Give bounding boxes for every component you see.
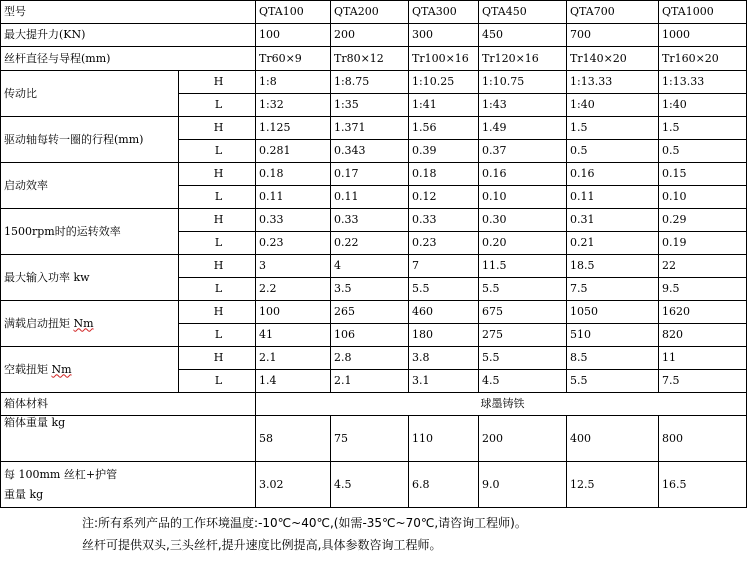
value-cell: 0.23 (256, 232, 331, 255)
value-cell: 2.1 (256, 347, 331, 370)
value-cell: 0.18 (256, 163, 331, 186)
row-label-line1: 每 100mm 丝杠+护管 (4, 467, 118, 481)
value-cell: 0.16 (567, 163, 659, 186)
value-cell: 0.343 (331, 140, 409, 163)
row-label-text: 空载扭矩 (4, 362, 52, 376)
value-cell: 11.5 (479, 255, 567, 278)
header-row (1, 1, 747, 24)
value-cell: 1:13.33 (567, 71, 659, 94)
mode-mark-l: L (179, 324, 256, 347)
value-cell: 400 (567, 416, 659, 462)
value-cell: 22 (659, 255, 747, 278)
value-cell: 0.15 (659, 163, 747, 186)
value-cell: 0.33 (409, 209, 479, 232)
value-cell: 1:8.75 (331, 71, 409, 94)
value-cell: 3.1 (409, 370, 479, 393)
row-label-text: 满载启动扭矩 (4, 316, 74, 330)
value-cell: 265 (331, 301, 409, 324)
value-cell: 0.37 (479, 140, 567, 163)
row-label: 启动效率 (1, 163, 179, 209)
value-cell: 820 (659, 324, 747, 347)
value-cell: Tr80×12 (331, 47, 409, 71)
value-cell: 7.5 (659, 370, 747, 393)
value-cell: 4.5 (331, 462, 409, 508)
material-value: 球墨铸铁 (256, 393, 747, 416)
value-cell: 3.5 (331, 278, 409, 301)
value-cell: 2.1 (331, 370, 409, 393)
value-cell: 1:13.33 (659, 71, 747, 94)
value-cell: 1:32 (256, 94, 331, 117)
note-temperature: 注:所有系列产品的工作环境温度:-10℃~40℃,(如需-35℃~70℃,请咨询工程师)。 (82, 516, 527, 530)
value-cell: 4 (331, 255, 409, 278)
value-cell: 1050 (567, 301, 659, 324)
row-screw (1, 47, 747, 71)
value-cell: 2.2 (256, 278, 331, 301)
value-cell: Tr160×20 (659, 47, 747, 71)
row-label: 箱体材料 (1, 393, 256, 416)
value-cell: 1:40 (567, 94, 659, 117)
value-cell: 200 (331, 24, 409, 47)
mode-mark-l: L (179, 370, 256, 393)
row-start_eff-h (1, 163, 747, 186)
value-cell: 3.8 (409, 347, 479, 370)
value-cell: 1.5 (567, 117, 659, 140)
mode-mark-h: H (179, 347, 256, 370)
value-cell: 0.33 (256, 209, 331, 232)
value-cell: 675 (479, 301, 567, 324)
value-cell: 460 (409, 301, 479, 324)
notes (82, 512, 527, 556)
value-cell: 100 (256, 301, 331, 324)
model-cell: QTA200 (331, 1, 409, 24)
mode-mark-h: H (179, 301, 256, 324)
mode-mark-h: H (179, 163, 256, 186)
value-cell: 5.5 (409, 278, 479, 301)
value-cell: 100 (256, 24, 331, 47)
value-cell: 0.11 (331, 186, 409, 209)
value-cell: 6.8 (409, 462, 479, 508)
value-cell: 0.19 (659, 232, 747, 255)
value-cell: Tr120×16 (479, 47, 567, 71)
row-max_power-h (1, 255, 747, 278)
value-cell: 180 (409, 324, 479, 347)
row-run_eff-h (1, 209, 747, 232)
value-cell: 1.49 (479, 117, 567, 140)
value-cell: 1.56 (409, 117, 479, 140)
row-label-unit: Nm (73, 316, 94, 330)
row-full_torque-h (1, 301, 747, 324)
value-cell: Tr60×9 (256, 47, 331, 71)
value-cell: 0.17 (331, 163, 409, 186)
value-cell: 1:41 (409, 94, 479, 117)
mode-mark-l: L (179, 140, 256, 163)
value-cell: 7 (409, 255, 479, 278)
value-cell: 106 (331, 324, 409, 347)
mode-mark-h: H (179, 209, 256, 232)
value-cell: 1:40 (659, 94, 747, 117)
value-cell: 0.31 (567, 209, 659, 232)
value-cell: 0.5 (567, 140, 659, 163)
row-material (1, 393, 747, 416)
value-cell: 1:43 (479, 94, 567, 117)
value-cell: Tr140×20 (567, 47, 659, 71)
value-cell: 5.5 (479, 278, 567, 301)
value-cell: 2.8 (331, 347, 409, 370)
value-cell: 1:10.75 (479, 71, 567, 94)
model-cell: QTA100 (256, 1, 331, 24)
row-label: 最大输入功率 kw (1, 255, 179, 301)
note-screw-options: 丝杆可提供双头,三头丝杆,提升速度比例提高,具体参数咨询工程师。 (82, 538, 442, 552)
value-cell: 11 (659, 347, 747, 370)
value-cell: 700 (567, 24, 659, 47)
row-travel-h (1, 117, 747, 140)
row-ratio-h (1, 71, 747, 94)
model-cell: QTA700 (567, 1, 659, 24)
value-cell: 1000 (659, 24, 747, 47)
value-cell: 0.30 (479, 209, 567, 232)
model-cell: QTA450 (479, 1, 567, 24)
value-cell: 12.5 (567, 462, 659, 508)
row-label: 驱动轴每转一圈的行程(mm) (1, 117, 179, 163)
value-cell: 300 (409, 24, 479, 47)
value-cell: 4.5 (479, 370, 567, 393)
value-cell: 0.39 (409, 140, 479, 163)
row-label: 箱体重量 kg (1, 416, 256, 462)
value-cell: 0.29 (659, 209, 747, 232)
value-cell: 0.21 (567, 232, 659, 255)
value-cell: 0.5 (659, 140, 747, 163)
value-cell: 275 (479, 324, 567, 347)
mode-mark-h: H (179, 71, 256, 94)
value-cell: 0.16 (479, 163, 567, 186)
mode-mark-l: L (179, 94, 256, 117)
value-cell: 0.22 (331, 232, 409, 255)
value-cell: 450 (479, 24, 567, 47)
row-label (1, 347, 179, 393)
value-cell: 110 (409, 416, 479, 462)
value-cell: 510 (567, 324, 659, 347)
row-label-unit: Nm (51, 362, 72, 376)
value-cell: 0.20 (479, 232, 567, 255)
value-cell: 5.5 (479, 347, 567, 370)
value-cell: 8.5 (567, 347, 659, 370)
value-cell: 0.18 (409, 163, 479, 186)
mode-mark-l: L (179, 186, 256, 209)
value-cell: 1:10.25 (409, 71, 479, 94)
value-cell: 0.11 (256, 186, 331, 209)
value-cell: 0.10 (659, 186, 747, 209)
value-cell: 1.4 (256, 370, 331, 393)
mode-mark-l: L (179, 278, 256, 301)
row-label: 最大提升力(KN) (1, 24, 256, 47)
row-label (1, 462, 256, 508)
header-label: 型号 (1, 1, 256, 24)
row-screw-weight (1, 462, 747, 508)
value-cell: 7.5 (567, 278, 659, 301)
mode-mark-l: L (179, 232, 256, 255)
row-idle_torque-h (1, 347, 747, 370)
value-cell: 0.10 (479, 186, 567, 209)
value-cell: 1620 (659, 301, 747, 324)
value-cell: 1.371 (331, 117, 409, 140)
value-cell: 1:8 (256, 71, 331, 94)
row-label-line2: 重量 kg (4, 487, 44, 501)
value-cell: 5.5 (567, 370, 659, 393)
value-cell: 1:35 (331, 94, 409, 117)
value-cell: 0.12 (409, 186, 479, 209)
value-cell: 9.0 (479, 462, 567, 508)
value-cell: 3 (256, 255, 331, 278)
value-cell: 9.5 (659, 278, 747, 301)
value-cell: 1.125 (256, 117, 331, 140)
value-cell: 41 (256, 324, 331, 347)
row-box-weight (1, 416, 747, 462)
value-cell: 0.11 (567, 186, 659, 209)
row-label: 传动比 (1, 71, 179, 117)
value-cell: 16.5 (659, 462, 747, 508)
mode-mark-h: H (179, 255, 256, 278)
row-label: 丝杆直径与导程(mm) (1, 47, 256, 71)
row-label: 1500rpm时的运转效率 (1, 209, 179, 255)
value-cell: 0.23 (409, 232, 479, 255)
model-cell: QTA1000 (659, 1, 747, 24)
value-cell: 0.281 (256, 140, 331, 163)
row-label (1, 301, 179, 347)
value-cell: 200 (479, 416, 567, 462)
value-cell: 1.5 (659, 117, 747, 140)
mode-mark-h: H (179, 117, 256, 140)
value-cell: Tr100×16 (409, 47, 479, 71)
value-cell: 800 (659, 416, 747, 462)
model-cell: QTA300 (409, 1, 479, 24)
value-cell: 75 (331, 416, 409, 462)
value-cell: 0.33 (331, 209, 409, 232)
value-cell: 58 (256, 416, 331, 462)
value-cell: 18.5 (567, 255, 659, 278)
row-max-lift (1, 24, 747, 47)
value-cell: 3.02 (256, 462, 331, 508)
